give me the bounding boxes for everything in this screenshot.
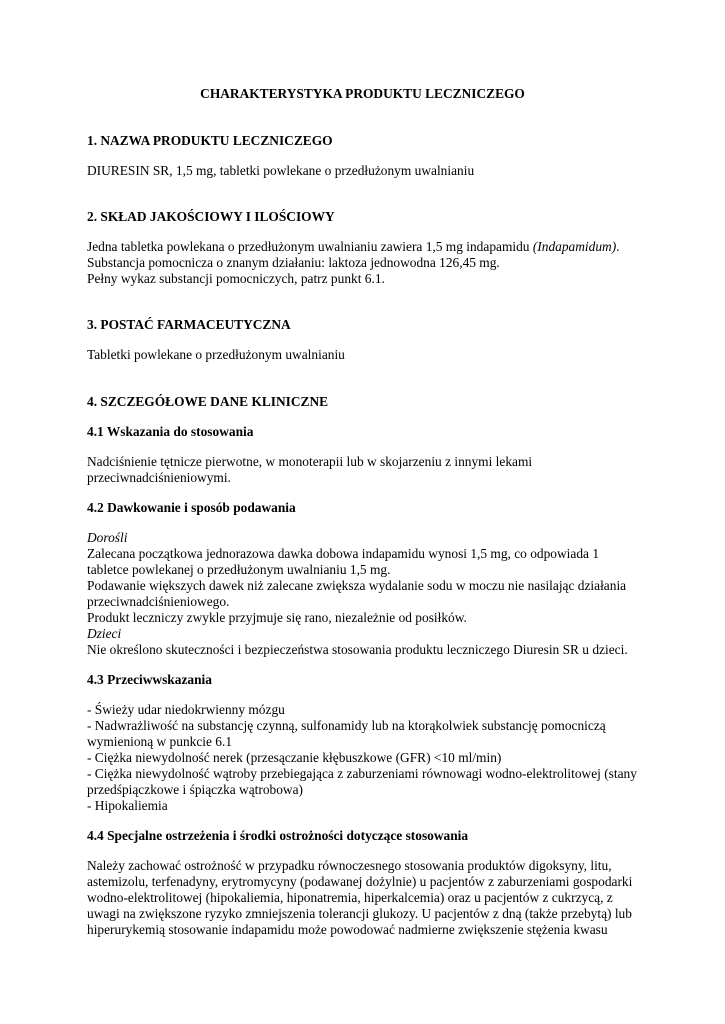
indications-line: przeciwnadciśnieniowymi. bbox=[87, 470, 231, 485]
document-title: CHARAKTERYSTYKA PRODUKTU LECZNICZEGO bbox=[200, 86, 525, 101]
children-subheading: Dzieci bbox=[87, 626, 122, 641]
dosage-line: Zalecana początkowa jednorazowa dawka dobowa indapamidu wynosi 1,5 mg, co odpowiada 1 bbox=[87, 546, 600, 561]
section-2-heading: 2. SKŁAD JAKOŚCIOWY I ILOŚCIOWY bbox=[87, 209, 335, 224]
contraindication-line: - Hipokaliemia bbox=[87, 798, 168, 813]
dosage-line: przeciwnadciśnieniowego. bbox=[87, 594, 230, 609]
contraindication-line: - Nadwrażliwość na substancję czynną, sulfonamidy lub na ktorąkolwiek substancję pomocniczą bbox=[87, 718, 606, 733]
contraindication-line: - Świeży udar niedokrwienny mózgu bbox=[87, 702, 285, 717]
warnings-line: uwagi na zwiększone ryzyko zmniejszenia tolerancji glukozy. U pacjentów z dną (także przebytą) lub bbox=[87, 906, 632, 921]
section-4-3-heading: 4.3 Przeciwwskazania bbox=[87, 672, 212, 687]
section-1-heading: 1. NAZWA PRODUKTU LECZNICZEGO bbox=[87, 133, 333, 148]
children-dosage-line: Nie określono skuteczności i bezpieczeństwa stosowania produktu leczniczego Diuresin SR u dzieci. bbox=[87, 642, 628, 657]
dosage-line: Produkt leczniczy zwykle przyjmuje się rano, niezależnie od posiłków. bbox=[87, 610, 467, 625]
section-4-2-heading: 4.2 Dawkowanie i sposób podawania bbox=[87, 500, 296, 515]
contraindication-line: - Ciężka niewydolność wątroby przebiegająca z zaburzeniami równowagi wodno-elektrolitowej (stany bbox=[87, 766, 637, 781]
indications-line: Nadciśnienie tętnicze pierwotne, w monoterapii lub w skojarzeniu z innymi lekami bbox=[87, 454, 533, 469]
product-name-text: DIURESIN SR, 1,5 mg, tabletki powlekane o przedłużonym uwalnianiu bbox=[87, 163, 475, 178]
dosage-line: Podawanie większych dawek niż zalecane zwiększa wydalanie sodu w moczu nie nasilając działania bbox=[87, 578, 627, 593]
warnings-line: hiperurykemią stosowanie indapamidu może powodować nadmierne zwiększenie stężenia kwasu bbox=[87, 922, 608, 937]
section-4-4-heading: 4.4 Specjalne ostrzeżenia i środki ostrożności dotyczące stosowania bbox=[87, 828, 469, 843]
warnings-line: Należy zachować ostrożność w przypadku równoczesnego stosowania produktów digoksyny, litu, bbox=[87, 858, 612, 873]
warnings-line: astemizolu, terfenadyny, erytromycyny (podawanej dożylnie) u pacjentów z zaburzeniami gospodarki bbox=[87, 874, 633, 889]
dosage-line: tabletce powlekanej o przedłużonym uwalnianiu 1,5 mg. bbox=[87, 562, 391, 577]
pharmaceutical-form-text: Tabletki powlekane o przedłużonym uwalnianiu bbox=[87, 347, 345, 362]
section-3-heading: 3. POSTAĆ FARMACEUTYCZNA bbox=[87, 317, 291, 332]
adults-subheading: Dorośli bbox=[87, 530, 128, 545]
active-substance-latin: (Indapamidum) bbox=[532, 239, 617, 254]
section-4-heading: 4. SZCZEGÓŁOWE DANE KLINICZNE bbox=[87, 394, 329, 409]
warnings-line: wodno-elektrolitowej (hipokaliemia, hiponatremia, hiperkalcemia) oraz u pacjentów z cukrzycą, z bbox=[87, 890, 613, 905]
composition-line-1 bbox=[87, 239, 620, 255]
composition-line-1-end: . bbox=[616, 239, 620, 254]
composition-line-3: Pełny wykaz substancji pomocniczych, patrz punkt 6.1. bbox=[87, 271, 385, 286]
contraindication-line: przedśpiączkowe i śpiączka wątrobowa) bbox=[87, 782, 304, 797]
composition-line-2: Substancja pomocnicza o znanym działaniu: laktoza jednowodna 126,45 mg. bbox=[87, 255, 500, 270]
contraindication-line: wymienioną w punkcie 6.1 bbox=[87, 734, 233, 749]
contraindication-line: - Ciężka niewydolność nerek (przesączanie kłębuszkowe (GFR) <10 ml/min) bbox=[87, 750, 502, 765]
section-4-1-heading: 4.1 Wskazania do stosowania bbox=[87, 424, 254, 439]
composition-line-1-text: Jedna tabletka powlekana o przedłużonym uwalnianiu zawiera 1,5 mg indapamidu bbox=[87, 239, 533, 254]
